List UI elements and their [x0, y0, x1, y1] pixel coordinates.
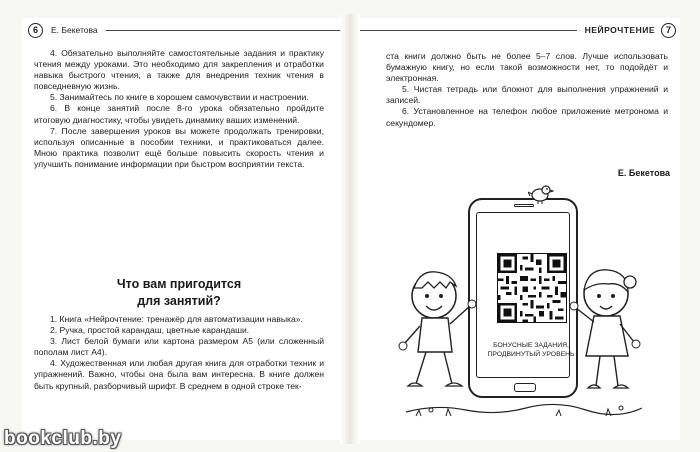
- phone-screen: [476, 212, 575, 378]
- page-number-left: 6: [28, 23, 43, 38]
- list-item: 1. Книга «Нейрочтение: тренажёр для автоматизации навыка».: [50, 314, 303, 324]
- list-item: 6. Установленное на телефон любое приложение метронома и секундомер.: [386, 106, 668, 128]
- paragraph: 7. После завершения уроков вы можете продолжать тренировки, используя описанные в пособии техники, и практиковаться далее. Мною практика позволит ещё больше повысить скорость чтения и улучшить понимание информации при быстром восприятии текста.: [34, 125, 324, 169]
- header-rule-right: [360, 30, 577, 31]
- smartphone-icon: [468, 198, 578, 398]
- grass-ground-icon: [406, 398, 642, 418]
- page-number-right: 7: [661, 23, 676, 38]
- left-text-top: [34, 48, 324, 170]
- heading-line-1: Что вам пригодится: [116, 277, 242, 291]
- boy-character-icon: [396, 268, 478, 400]
- heading-line-2: для занятий?: [137, 294, 221, 308]
- left-running-header: [28, 22, 340, 38]
- bird-icon: [528, 184, 554, 204]
- right-running-header: [360, 22, 676, 38]
- list-item: 4. Художественная или любая другая книга для отработки техник и упражнений. Важно, чтобы она была вам интересна. В книге должен быть крупный, разборчивый шрифт. В среднем в одной строке тек-: [34, 358, 324, 391]
- right-page: [360, 18, 680, 440]
- qr-code-icon[interactable]: [497, 253, 567, 323]
- header-rule-left: [106, 30, 340, 31]
- phone-home-button: [514, 383, 536, 392]
- girl-character-icon: [564, 264, 646, 400]
- right-running-head: НЕЙРОЧТЕНИЕ: [584, 25, 655, 35]
- paragraph: 6. В конце занятий после 8-го урока обязательно пройдите итоговую диагностику, чтобы увидеть динамику ваших изменений.: [34, 103, 324, 125]
- continuation-text: ста книги должно быть не более 5–7 слов. Лучше использовать бумажную книгу, но если такой возможности нет, то подойдёт и электронная.: [386, 51, 668, 84]
- list-item: 5. Чистая тетрадь или блокнот для выполнения упражнений и записей.: [386, 84, 668, 106]
- left-text-bottom: [34, 314, 324, 392]
- bonus-line-1: БОНУСНЫЕ ЗАДАНИЯ,: [493, 342, 569, 349]
- list-item: 2. Ручка, простой карандаш, цветные карандаши.: [50, 325, 250, 336]
- list-item: 3. Лист белой бумаги или картона размером А5 (или сложенный пополам лист А4).: [34, 336, 324, 358]
- bonus-line-2: ПРОДВИНУТЫЙ УРОВЕНЬ: [487, 351, 575, 358]
- right-text: [386, 51, 668, 129]
- author-signature: Е. Бекетова: [617, 168, 670, 178]
- left-running-head: Е. Бекетова: [51, 25, 98, 35]
- paragraph: 5. Занимайтесь по книге в хорошем самочувствии и настроении.: [50, 92, 309, 103]
- phone-speaker: [514, 204, 534, 207]
- paragraph: 4. Обязательно выполняйте самостоятельные задания и практику чтения между уроками. Это необходимо для закрепления и отработки навыка быстрого чтения, а также для внедрения техник чтения в повседневную жизнь.: [34, 48, 324, 92]
- book-gutter: [340, 14, 360, 444]
- section-heading: [34, 276, 324, 310]
- site-watermark: bookclub.by: [4, 428, 122, 449]
- kids-phone-illustration: [396, 188, 646, 420]
- left-page: [22, 18, 340, 440]
